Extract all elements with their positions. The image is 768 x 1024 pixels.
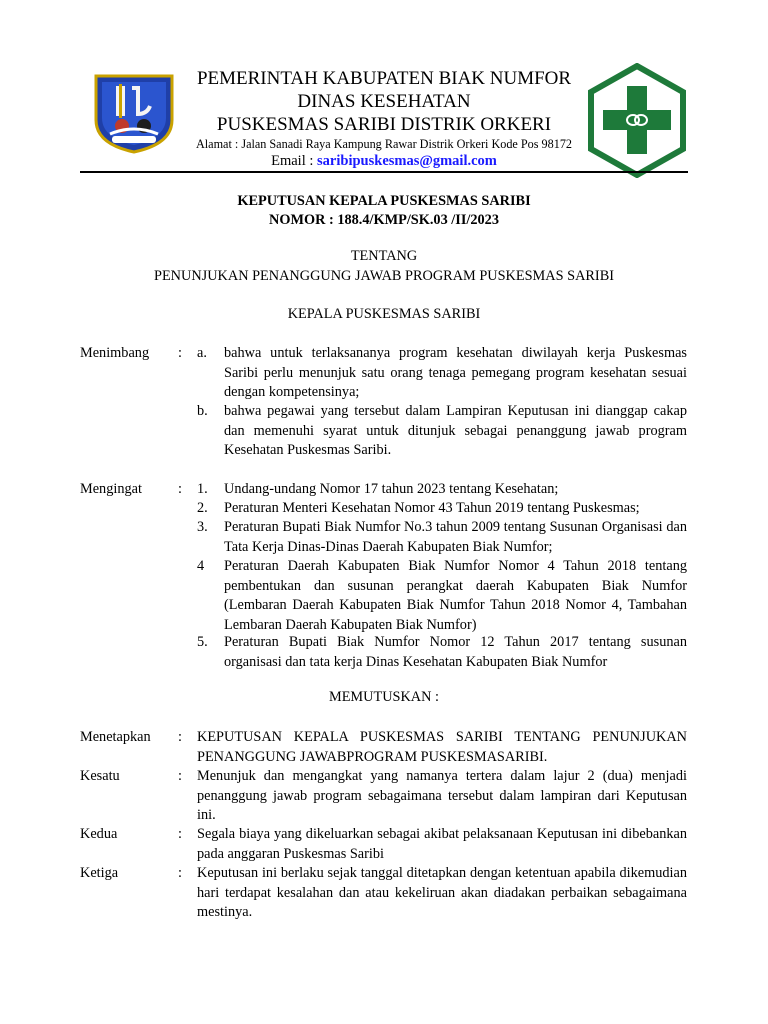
mengingat-item-4: Peraturan Daerah Kabupaten Biak Numfor Nomor 4 Tahun 2018 tentang pembentukan dan susunan perangkat daerah Kabupaten Biak Numfor (Lembaran Daerah Kabupaten Biak Numfor Tahun 2018 Nomor 4, Tambahan Lembaran Daerah Kabupaten Biak Numfor) bbox=[224, 558, 687, 633]
menimbang-colon: : bbox=[178, 345, 182, 361]
mengingat-colon: : bbox=[178, 481, 182, 497]
kedua-colon: : bbox=[178, 826, 182, 842]
menetapkan-label: Menetapkan bbox=[80, 729, 151, 745]
kop-line-2: DINAS KESEHATAN bbox=[297, 91, 471, 112]
menetapkan-text: KEPUTUSAN KEPALA PUSKESMAS SARIBI TENTANG PENUNJUKAN PENANGGUNG JAWABPROGRAM PUSKESMASARIBI. bbox=[197, 729, 687, 765]
menetapkan-colon: : bbox=[178, 729, 182, 745]
kop-email-label: Email : bbox=[271, 153, 318, 169]
menimbang-item-a: bahwa untuk terlaksananya program kesehatan diwilayah kerja Puskesmas Saribi perlu menunjuk satu orang tenaga pemegang program kesehatan sesuai dengan kompetensinya; bbox=[224, 345, 687, 400]
menimbang-item-b: bahwa pegawai yang tersebut dalam Lampiran Keputusan ini dianggap cakap dan memenuhi syarat untuk ditunjuk sebagai penanggung jawab program Kesehatan Puskesmas Saribi. bbox=[224, 403, 687, 458]
mengingat-marker-1: 1. bbox=[197, 481, 208, 497]
mengingat-marker-4: 4 bbox=[197, 558, 205, 574]
mengingat-item-5: Peraturan Bupati Biak Numfor Nomor 12 Tahun 2017 tentang susunan organisasi dan tata kerja Dinas Kesehatan Kabupaten Biak Numfor bbox=[224, 634, 687, 670]
kop-line-3: PUSKESMAS SARIBI DISTRIK ORKERI bbox=[216, 114, 552, 135]
decree-title: KEPUTUSAN KEPALA PUSKESMAS SARIBI bbox=[237, 193, 531, 209]
kop-address: Alamat : Jalan Sanadi Raya Kampung Rawar Distrik Orkeri Kode Pos 98172 bbox=[195, 137, 573, 151]
kedua-text: Segala biaya yang dikeluarkan sebagai akibat pelaksanaan Keputusan ini dibebankan pada anggaran Puskesmas Saribi bbox=[197, 826, 687, 862]
mengingat-item-3: Peraturan Bupati Biak Numfor No.3 tahun 2009 tentang Susunan Organisasi dan Tata Kerja Dinas-Dinas Daerah Kabupaten Biak Numfor; bbox=[224, 519, 687, 555]
decree-number: NOMOR : 188.4/KMP/SK.03 /II/2023 bbox=[269, 212, 499, 228]
kop-line-1: PEMERINTAH KABUPATEN BIAK NUMFOR bbox=[196, 68, 572, 89]
memutuskan-heading: MEMUTUSKAN : bbox=[328, 689, 439, 705]
menimbang-label: Menimbang bbox=[80, 345, 150, 361]
kop-email-line bbox=[150, 153, 618, 170]
menimbang-marker-a: a. bbox=[197, 345, 207, 361]
mengingat-item-2: Peraturan Menteri Kesehatan Nomor 43 Tahun 2019 tentang Puskesmas; bbox=[224, 500, 640, 516]
mengingat-marker-3: 3. bbox=[197, 519, 208, 535]
kesatu-label: Kesatu bbox=[80, 768, 120, 784]
mengingat-label: Mengingat bbox=[80, 481, 142, 497]
mengingat-marker-2: 2. bbox=[197, 500, 208, 516]
ketiga-text: Keputusan ini berlaku sejak tanggal ditetapkan dengan ketentuan apabila dikemudian hari terdapat kesalahan dan atau kekeliruan akan diadakan perbaikan sebagaimana mestinya. bbox=[197, 865, 687, 920]
decree-subject: PENUNJUKAN PENANGGUNG JAWAB PROGRAM PUSKESMAS SARIBI bbox=[154, 268, 614, 284]
mengingat-item-1: Undang-undang Nomor 17 tahun 2023 tentang Kesehatan; bbox=[224, 481, 559, 497]
kesatu-colon: : bbox=[178, 768, 182, 784]
kedua-label: Kedua bbox=[80, 826, 118, 842]
menimbang-marker-b: b. bbox=[197, 403, 208, 419]
tentang-heading: TENTANG bbox=[350, 248, 418, 264]
puskesmas-cross-icon bbox=[586, 63, 688, 178]
right-logo bbox=[586, 63, 688, 178]
kop-divider bbox=[80, 171, 688, 173]
kesatu-text: Menunjuk dan mengangkat yang namanya tertera dalam lajur 2 (dua) menjadi penanggung jawab program sebagaimana tersebut dalam lampiran dari Keputusan ini. bbox=[197, 768, 687, 823]
ketiga-colon: : bbox=[178, 865, 182, 881]
official-heading: KEPALA PUSKESMAS SARIBI bbox=[287, 306, 481, 322]
mengingat-marker-5: 5. bbox=[197, 634, 208, 650]
ketiga-label: Ketiga bbox=[80, 865, 119, 881]
kop-email-link[interactable]: saribipuskesmas@gmail.com bbox=[317, 153, 497, 169]
